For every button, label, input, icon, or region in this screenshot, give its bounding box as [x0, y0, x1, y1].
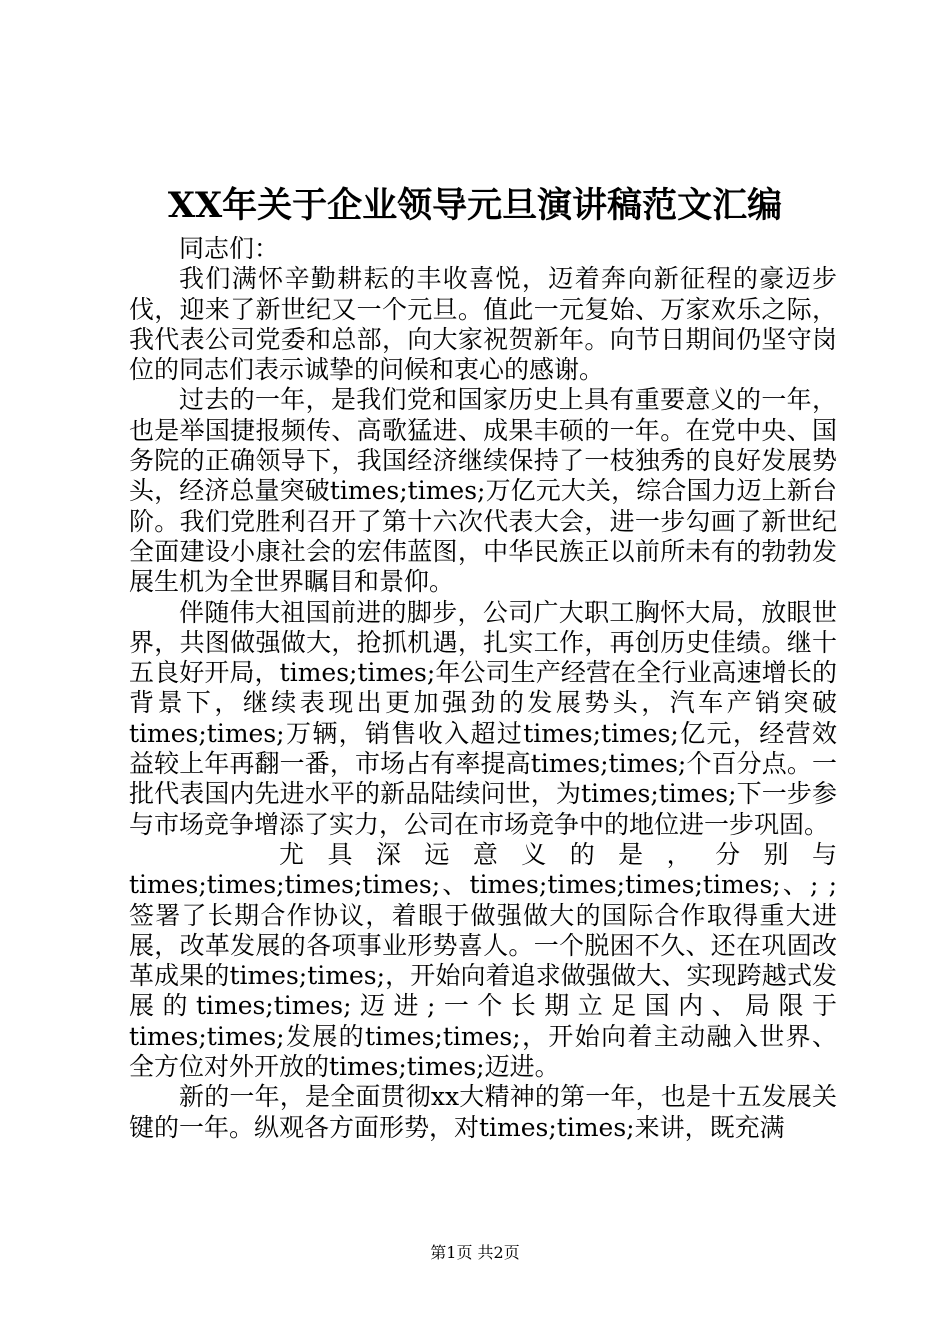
- paragraph-3: 伴随伟大祖国前进的脚步，公司广大职工胸怀大局，放眼世界，共图做强做大，抢抓机遇，扎实工作，再创历史佳绩。继十五良好开局，times;times;年公司生产经营在全行业高速增长的背景下，继续表现出更加强劲的发展势头，汽车产销突破times;times;万辆，销售收入超过times;times;亿元，经营效益较上年再翻一番，市场占有率提高times;times;个百分点。一批代表国内先进水平的新品陆续问世，为times;times;下一步参与市场竞争增添了实力，公司在市场竞争中的地位进一步巩固。: [129, 597, 837, 839]
- paragraph-2: 过去的一年，是我们党和国家历史上具有重要意义的一年，也是举国捷报频传、高歌猛进、成果丰硕的一年。在党中央、国务院的正确领导下，我国经济继续保持了一枝独秀的良好发展势头，经济总量突破times;times;万亿元大关，综合国力迈上新台阶。我们党胜利召开了第十六次代表大会，进一步勾画了新世纪全面建设小康社会的宏伟蓝图，中华民族正以前所未有的勃勃发展生机为全世界瞩目和景仰。: [129, 385, 837, 597]
- document-title: XX年关于企业领导元旦演讲稿范文汇编: [167, 185, 783, 226]
- paragraph-5: 新的一年，是全面贯彻xx大精神的第一年，也是十五发展关键的一年。纵观各方面形势，对times;times;来讲，既充满: [129, 1082, 837, 1142]
- page-footer: 第1页 共2页: [430, 1243, 520, 1262]
- document-body: [129, 234, 837, 1143]
- paragraph-4: 尤具深远意义的是，分别与times;times;times;times;、times;times;times;times;、; ;签署了长期合作协议，着眼于做强做大的国际合作取得重大进展，改革发展的各项事业形势喜人。一个脱困不久、还在巩固改革成果的times;times;，开始向着追求做强做大、实现跨越式发展的times;times;迈进;一个长期立足国内、局限于times;times;发展的times;times;，开始向着主动融入世界、全方位对外开放的times;times;迈进。: [129, 839, 837, 1082]
- salutation: 同志们：: [179, 234, 280, 263]
- paragraph-1: 我们满怀辛勤耕耘的丰收喜悦，迈着奔向新征程的豪迈步伐，迎来了新世纪又一个元旦。值此一元复始、万家欢乐之际，我代表公司党委和总部，向大家祝贺新年。向节日期间仍坚守岗位的同志们表示诚挚的问候和衷心的感谢。: [129, 264, 837, 385]
